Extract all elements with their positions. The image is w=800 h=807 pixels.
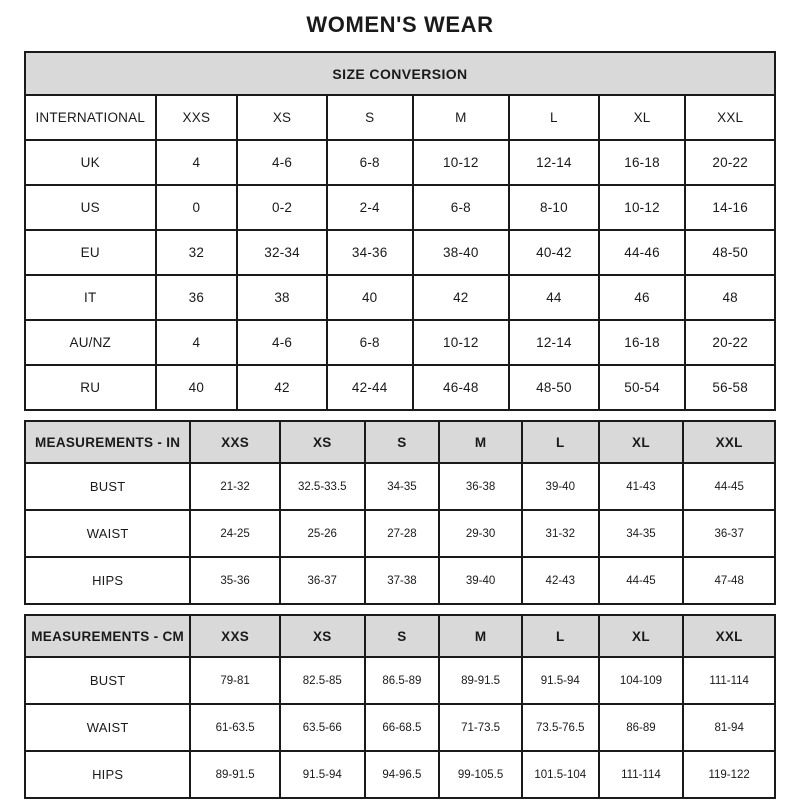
column-header: L — [522, 615, 599, 657]
measurement-value-cell: 47-48 — [683, 557, 775, 604]
section-header-row — [25, 52, 775, 95]
size-value-cell: 2-4 — [327, 185, 413, 230]
column-header: XXS — [156, 95, 238, 140]
measurement-value-cell: 21-32 — [190, 463, 280, 510]
table-row — [25, 185, 775, 230]
size-value-cell: 6-8 — [413, 185, 510, 230]
section-header: MEASUREMENTS - CM — [25, 615, 190, 657]
table-row — [25, 510, 775, 557]
measurement-value-cell: 36-37 — [280, 557, 365, 604]
size-value-cell: 48-50 — [685, 230, 775, 275]
column-header: S — [365, 421, 440, 463]
measurement-value-cell: 91.5-94 — [522, 657, 599, 704]
measurement-value-cell: 63.5-66 — [280, 704, 365, 751]
size-value-cell: 4-6 — [237, 320, 327, 365]
table-row — [25, 557, 775, 604]
column-header: XS — [280, 421, 365, 463]
measurement-value-cell: 91.5-94 — [280, 751, 365, 798]
measurement-value-cell: 36-37 — [683, 510, 775, 557]
measurement-value-cell: 37-38 — [365, 557, 440, 604]
measurement-value-cell: 44-45 — [683, 463, 775, 510]
measurement-value-cell: 27-28 — [365, 510, 440, 557]
column-header: S — [365, 615, 440, 657]
measurement-value-cell: 82.5-85 — [280, 657, 365, 704]
measurement-value-cell: 119-122 — [683, 751, 775, 798]
column-header: INTERNATIONAL — [25, 95, 156, 140]
size-value-cell: 44 — [509, 275, 599, 320]
table-row — [25, 365, 775, 410]
size-value-cell: 56-58 — [685, 365, 775, 410]
measurement-value-cell: 86.5-89 — [365, 657, 440, 704]
column-header: M — [439, 615, 522, 657]
column-header: L — [509, 95, 599, 140]
column-header: XXL — [683, 615, 775, 657]
measurement-value-cell: 41-43 — [599, 463, 684, 510]
measurement-value-cell: 24-25 — [190, 510, 280, 557]
size-value-cell: 12-14 — [509, 140, 599, 185]
measurement-value-cell: 111-114 — [683, 657, 775, 704]
size-value-cell: 40 — [327, 275, 413, 320]
size-value-cell: 4-6 — [237, 140, 327, 185]
row-label: US — [25, 185, 156, 230]
measurement-value-cell: 42-43 — [522, 557, 599, 604]
table-row — [25, 751, 775, 798]
size-value-cell: 16-18 — [599, 320, 686, 365]
table-row — [25, 140, 775, 185]
size-value-cell: 20-22 — [685, 320, 775, 365]
size-value-cell: 34-36 — [327, 230, 413, 275]
table-row — [25, 230, 775, 275]
measurements-cm-table — [24, 614, 776, 799]
size-value-cell: 48-50 — [509, 365, 599, 410]
size-value-cell: 46-48 — [413, 365, 510, 410]
measurement-value-cell: 111-114 — [599, 751, 684, 798]
measurement-value-cell: 61-63.5 — [190, 704, 280, 751]
table-row — [25, 275, 775, 320]
row-label: WAIST — [25, 510, 190, 557]
section-header-row — [25, 615, 775, 657]
column-header: XXL — [685, 95, 775, 140]
measurement-value-cell: 31-32 — [522, 510, 599, 557]
measurement-value-cell: 73.5-76.5 — [522, 704, 599, 751]
column-header: XXS — [190, 615, 280, 657]
size-value-cell: 50-54 — [599, 365, 686, 410]
column-header-row — [25, 95, 775, 140]
measurement-value-cell: 39-40 — [522, 463, 599, 510]
column-header: XS — [237, 95, 327, 140]
size-value-cell: 0-2 — [237, 185, 327, 230]
column-header: L — [522, 421, 599, 463]
table-row — [25, 463, 775, 510]
measurement-value-cell: 101.5-104 — [522, 751, 599, 798]
column-header: XL — [599, 95, 686, 140]
measurement-value-cell: 36-38 — [439, 463, 522, 510]
size-value-cell: 8-10 — [509, 185, 599, 230]
size-value-cell: 4 — [156, 320, 238, 365]
row-label: BUST — [25, 463, 190, 510]
table-row — [25, 657, 775, 704]
row-label: BUST — [25, 657, 190, 704]
table-row — [25, 320, 775, 365]
row-label: HIPS — [25, 751, 190, 798]
size-value-cell: 46 — [599, 275, 686, 320]
measurements-in-table — [24, 420, 776, 605]
size-value-cell: 42 — [413, 275, 510, 320]
size-value-cell: 48 — [685, 275, 775, 320]
table-row — [25, 704, 775, 751]
measurement-value-cell: 79-81 — [190, 657, 280, 704]
measurement-value-cell: 44-45 — [599, 557, 684, 604]
row-label: WAIST — [25, 704, 190, 751]
size-value-cell: 40-42 — [509, 230, 599, 275]
page-title: WOMEN'S WEAR — [306, 12, 494, 37]
measurement-value-cell: 94-96.5 — [365, 751, 440, 798]
size-value-cell: 12-14 — [509, 320, 599, 365]
size-value-cell: 32 — [156, 230, 238, 275]
size-value-cell: 14-16 — [685, 185, 775, 230]
section-header: MEASUREMENTS - IN — [25, 421, 190, 463]
section-header-row — [25, 421, 775, 463]
measurement-value-cell: 66-68.5 — [365, 704, 440, 751]
measurement-value-cell: 32.5-33.5 — [280, 463, 365, 510]
size-value-cell: 42 — [237, 365, 327, 410]
column-header: M — [413, 95, 510, 140]
measurement-value-cell: 81-94 — [683, 704, 775, 751]
measurement-value-cell: 25-26 — [280, 510, 365, 557]
measurement-value-cell: 89-91.5 — [190, 751, 280, 798]
size-value-cell: 6-8 — [327, 140, 413, 185]
measurement-value-cell: 104-109 — [599, 657, 684, 704]
measurement-value-cell: 29-30 — [439, 510, 522, 557]
column-header: S — [327, 95, 413, 140]
row-label: EU — [25, 230, 156, 275]
measurement-value-cell: 86-89 — [599, 704, 684, 751]
column-header: XL — [599, 421, 684, 463]
row-label: IT — [25, 275, 156, 320]
size-value-cell: 32-34 — [237, 230, 327, 275]
size-value-cell: 6-8 — [327, 320, 413, 365]
section-header: SIZE CONVERSION — [25, 52, 775, 95]
size-value-cell: 10-12 — [599, 185, 686, 230]
measurement-value-cell: 35-36 — [190, 557, 280, 604]
column-header: XL — [599, 615, 684, 657]
column-header: XXS — [190, 421, 280, 463]
measurement-value-cell: 99-105.5 — [439, 751, 522, 798]
size-value-cell: 38-40 — [413, 230, 510, 275]
size-value-cell: 40 — [156, 365, 238, 410]
row-label: AU/NZ — [25, 320, 156, 365]
size-value-cell: 0 — [156, 185, 238, 230]
column-header: M — [439, 421, 522, 463]
size-value-cell: 38 — [237, 275, 327, 320]
size-value-cell: 42-44 — [327, 365, 413, 410]
size-value-cell: 10-12 — [413, 140, 510, 185]
measurement-value-cell: 34-35 — [365, 463, 440, 510]
size-value-cell: 20-22 — [685, 140, 775, 185]
size-value-cell: 10-12 — [413, 320, 510, 365]
size-value-cell: 36 — [156, 275, 238, 320]
column-header: XXL — [683, 421, 775, 463]
measurement-value-cell: 39-40 — [439, 557, 522, 604]
row-label: UK — [25, 140, 156, 185]
row-label: RU — [25, 365, 156, 410]
size-value-cell: 4 — [156, 140, 238, 185]
row-label: HIPS — [25, 557, 190, 604]
column-header: XS — [280, 615, 365, 657]
measurement-value-cell: 34-35 — [599, 510, 684, 557]
measurement-value-cell: 71-73.5 — [439, 704, 522, 751]
size-value-cell: 16-18 — [599, 140, 686, 185]
size-conversion-table — [24, 51, 776, 411]
measurement-value-cell: 89-91.5 — [439, 657, 522, 704]
size-value-cell: 44-46 — [599, 230, 686, 275]
